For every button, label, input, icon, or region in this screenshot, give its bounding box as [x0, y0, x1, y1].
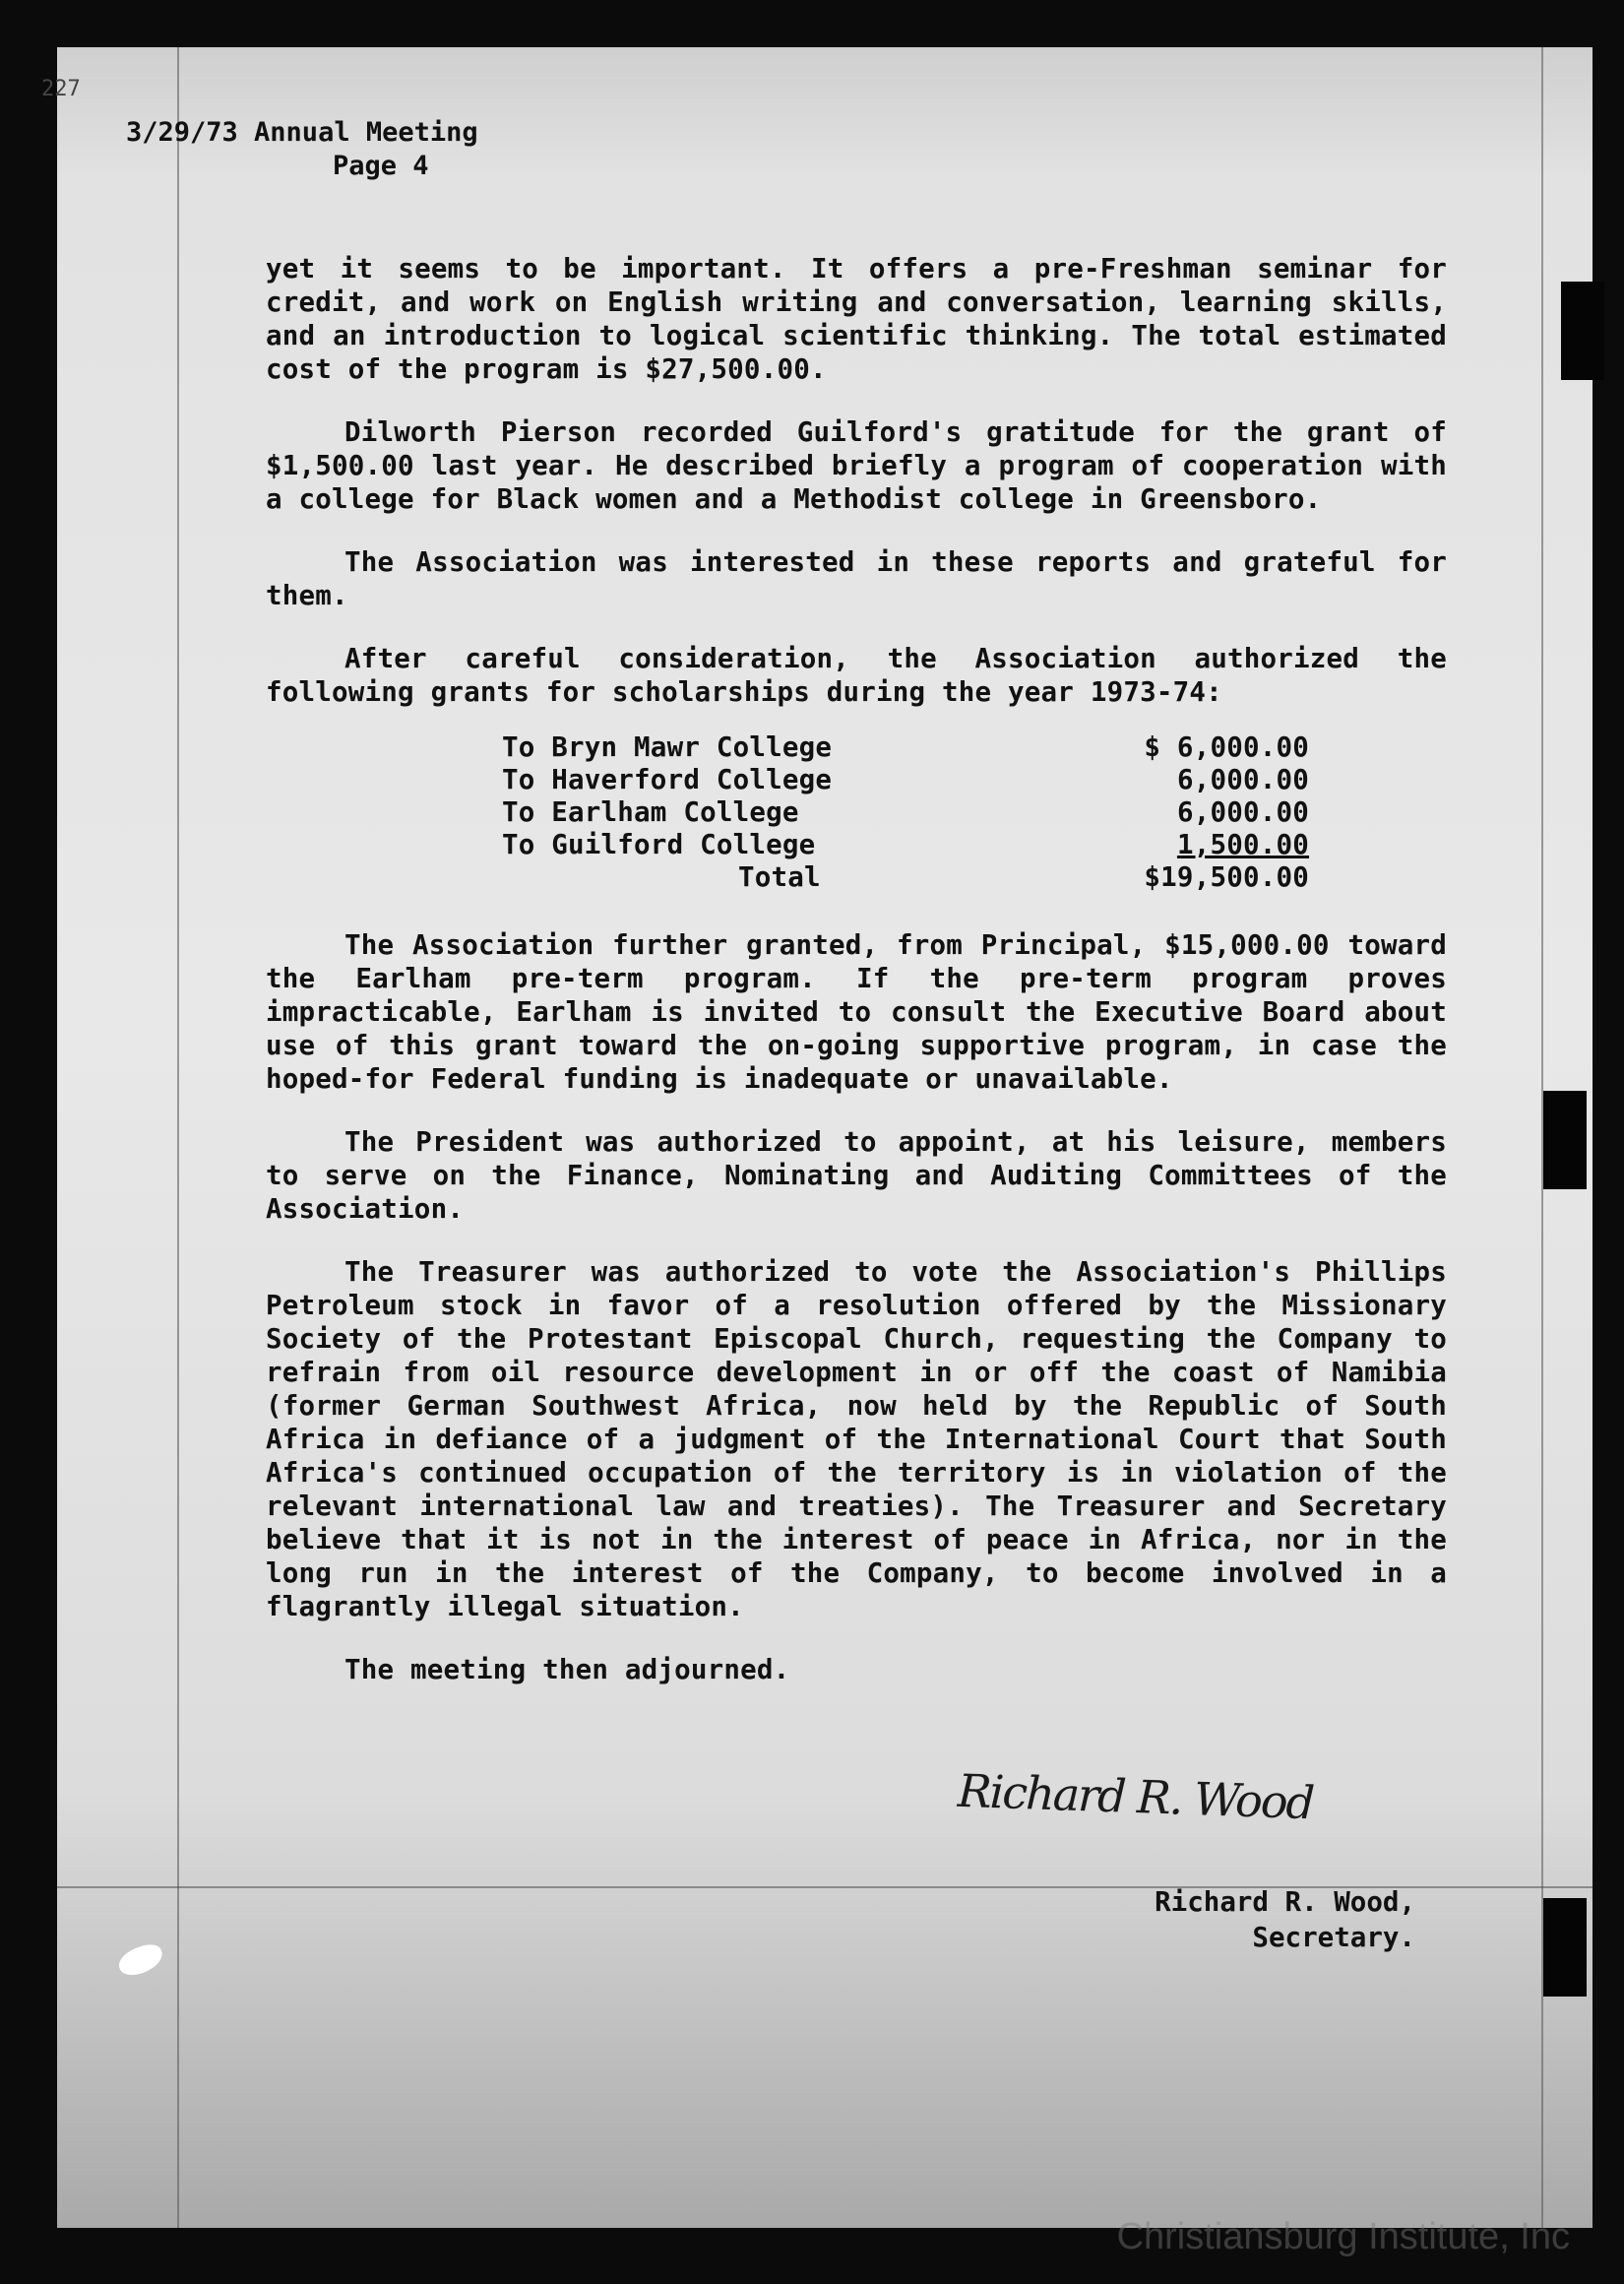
grant-total-amount: $19,500.00 [1144, 861, 1309, 893]
grant-row [502, 730, 1309, 763]
grant-amount: $ 6,000.00 [1144, 731, 1309, 763]
film-edge-mark [1543, 1898, 1587, 1997]
archive-watermark: Christiansburg Institute, Inc [1116, 2216, 1570, 2257]
grant-row [502, 763, 1309, 795]
film-edge-mark [1561, 282, 1604, 380]
grant-row [502, 795, 1309, 828]
paragraph-committees: The President was authorized to appoint, at his leisure, members to serve on the Finance, Nominating and Auditing Committees of the Association. [266, 1126, 1447, 1225]
paragraph-program-cost: yet it seems to be important. It offers a pre-Freshman seminar for credit, and work on English writing and conversation, learning skills, and an introduction to logical scientific thinking. The total estimated cost of the program is $27,500.00. [266, 253, 1447, 385]
grant-amount: 1,500.00 [1176, 829, 1309, 860]
paragraph-guilford: Dilworth Pierson recorded Guilford's gratitude for the grant of $1,500.00 last year. He described briefly a program of cooperation with a college for Black women and a Methodist college in Greensboro. [266, 416, 1447, 515]
grant-total-label: Total [738, 861, 821, 893]
signature-block [1155, 1884, 1415, 1955]
grant-name: To Bryn Mawr College [502, 731, 833, 763]
header-date-title: 3/29/73 Annual Meeting [126, 117, 478, 148]
document-body [266, 252, 1447, 1716]
grant-amount: 6,000.00 [1176, 764, 1309, 795]
document-sheet [41, 47, 1593, 2228]
paragraph-grants-intro: After careful consideration, the Association authorized the following grants for scholarships during the year 1973-74: [266, 643, 1447, 708]
paragraph-earlham-grant: The Association further granted, from Principal, $15,000.00 toward the Earlham pre-term program. If the pre-term program proves impracticable, Earlham is invited to consult the Executive Board about use of this grant toward the on-going supportive program, in case the hoped-for Federal funding is inadequate or unavailable. [266, 929, 1447, 1095]
grant-name: To Guilford College [502, 829, 816, 860]
grants-table [266, 730, 1309, 893]
paragraph-adjourned: The meeting then adjourned. [344, 1654, 790, 1685]
grant-name: To Haverford College [502, 764, 833, 795]
signer-title: Secretary. [1252, 1922, 1415, 1953]
film-edge-mark [1543, 1091, 1587, 1189]
margin-line-left [177, 47, 179, 2228]
film-defect-spot [115, 1940, 166, 1980]
handwritten-signature: Richard R. Wood [957, 1763, 1314, 1830]
grant-name: To Earlham College [502, 796, 799, 828]
grant-row [502, 828, 1309, 860]
header-page-number: Page 4 [333, 151, 429, 181]
grant-amount: 6,000.00 [1176, 796, 1309, 828]
page-header [126, 116, 478, 183]
signer-name: Richard R. Wood, [1155, 1886, 1415, 1918]
paragraph-phillips-petroleum: The Treasurer was authorized to vote the Association's Phillips Petroleum stock in favor of a resolution offered by the Missionary Society of the Protestant Episcopal Church, requesting the Company to refrain from oil resource development in or off the coast of Namibia (former German Southwest Africa, now held by the Republic of South Africa in defiance of a judgment of the International Court that South Africa's continued occupation of the territory is in violation of the relevant international law and treaties). The Treasurer and Secretary believe that it is not in the interest of peace in Africa, nor in the long run in the interest of the Company, to become involved in a flagrantly illegal situation. [266, 1256, 1447, 1622]
handwritten-page-number: 227 [41, 77, 81, 101]
paragraph-association-reports: The Association was interested in these reports and grateful for them. [266, 546, 1447, 611]
grant-total-row [502, 860, 1309, 893]
